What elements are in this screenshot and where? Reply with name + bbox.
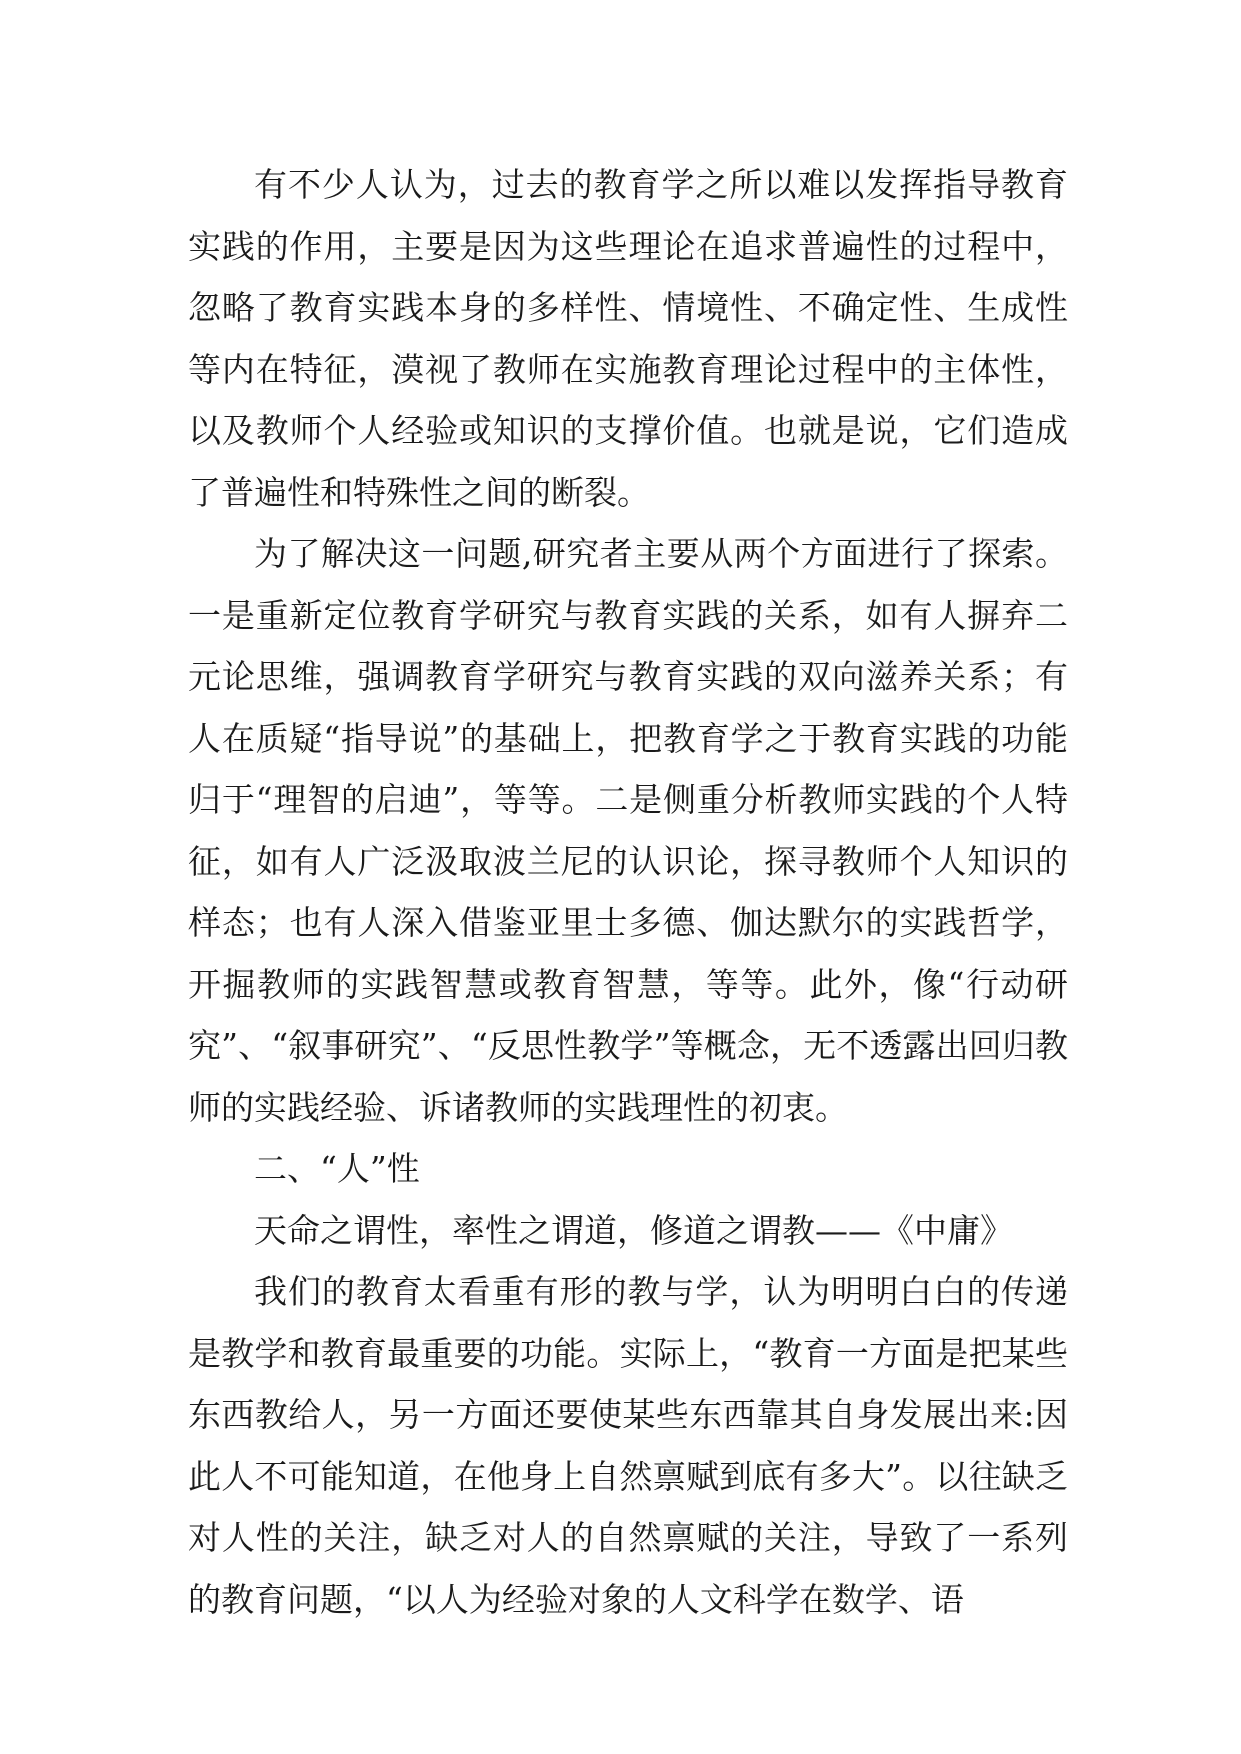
body-text [188, 154, 1068, 1630]
paragraph-3: 我们的教育太看重有形的教与学，认为明明白白的传递是教学和教育最重要的功能。实际上，“教育一方面是把某些东西教给人，另一方面还要使某些东西靠其自身发展出来:因此人不可能知道，在他身上自然禀赋到底有多大”。以往缺乏对人性的关注，缺乏对人的自然禀赋的关注，导致了一系列的教育问题，“以人为经验对象的人文科学在数学、语 [188, 1272, 1068, 1619]
section-heading: 二、“人”性 [254, 1149, 420, 1188]
epigraph: 天命之谓性，率性之谓道，修道之谓教——《中庸》 [254, 1210, 1013, 1250]
paragraph-2: 为了解决这一问题,研究者主要从两个方面进行了探索。一是重新定位教育学研究与教育实践的关系，如有人摒弃二元论思维，强调教育学研究与教育实践的双向滋养关系；有人在质疑“指导说”的基础上，把教育学之于教育实践的功能归于“理智的启迪”，等等。二是侧重分析教师实践的个人特征，如有人广泛汲取波兰尼的认识论，探寻教师个人知识的样态；也有人深入借鉴亚里士多德、伽达默尔的实践哲学，开掘教师的实践智慧或教育智慧，等等。此外，像“行动研究”、“叙事研究”、“反思性教学”等概念，无不透露出回归教师的实践经验、诉诸教师的实践理性的初衷。 [188, 534, 1068, 1127]
paragraph-1: 有不少人认为，过去的教育学之所以难以发挥指导教育实践的作用，主要是因为这些理论在追求普遍性的过程中，忽略了教育实践本身的多样性、情境性、不确定性、生成性等内在特征，漠视了教师在实施教育理论过程中的主体性，以及教师个人经验或知识的支撑价值。也就是说，它们造成了普遍性和特殊性之间的断裂。 [188, 165, 1068, 512]
